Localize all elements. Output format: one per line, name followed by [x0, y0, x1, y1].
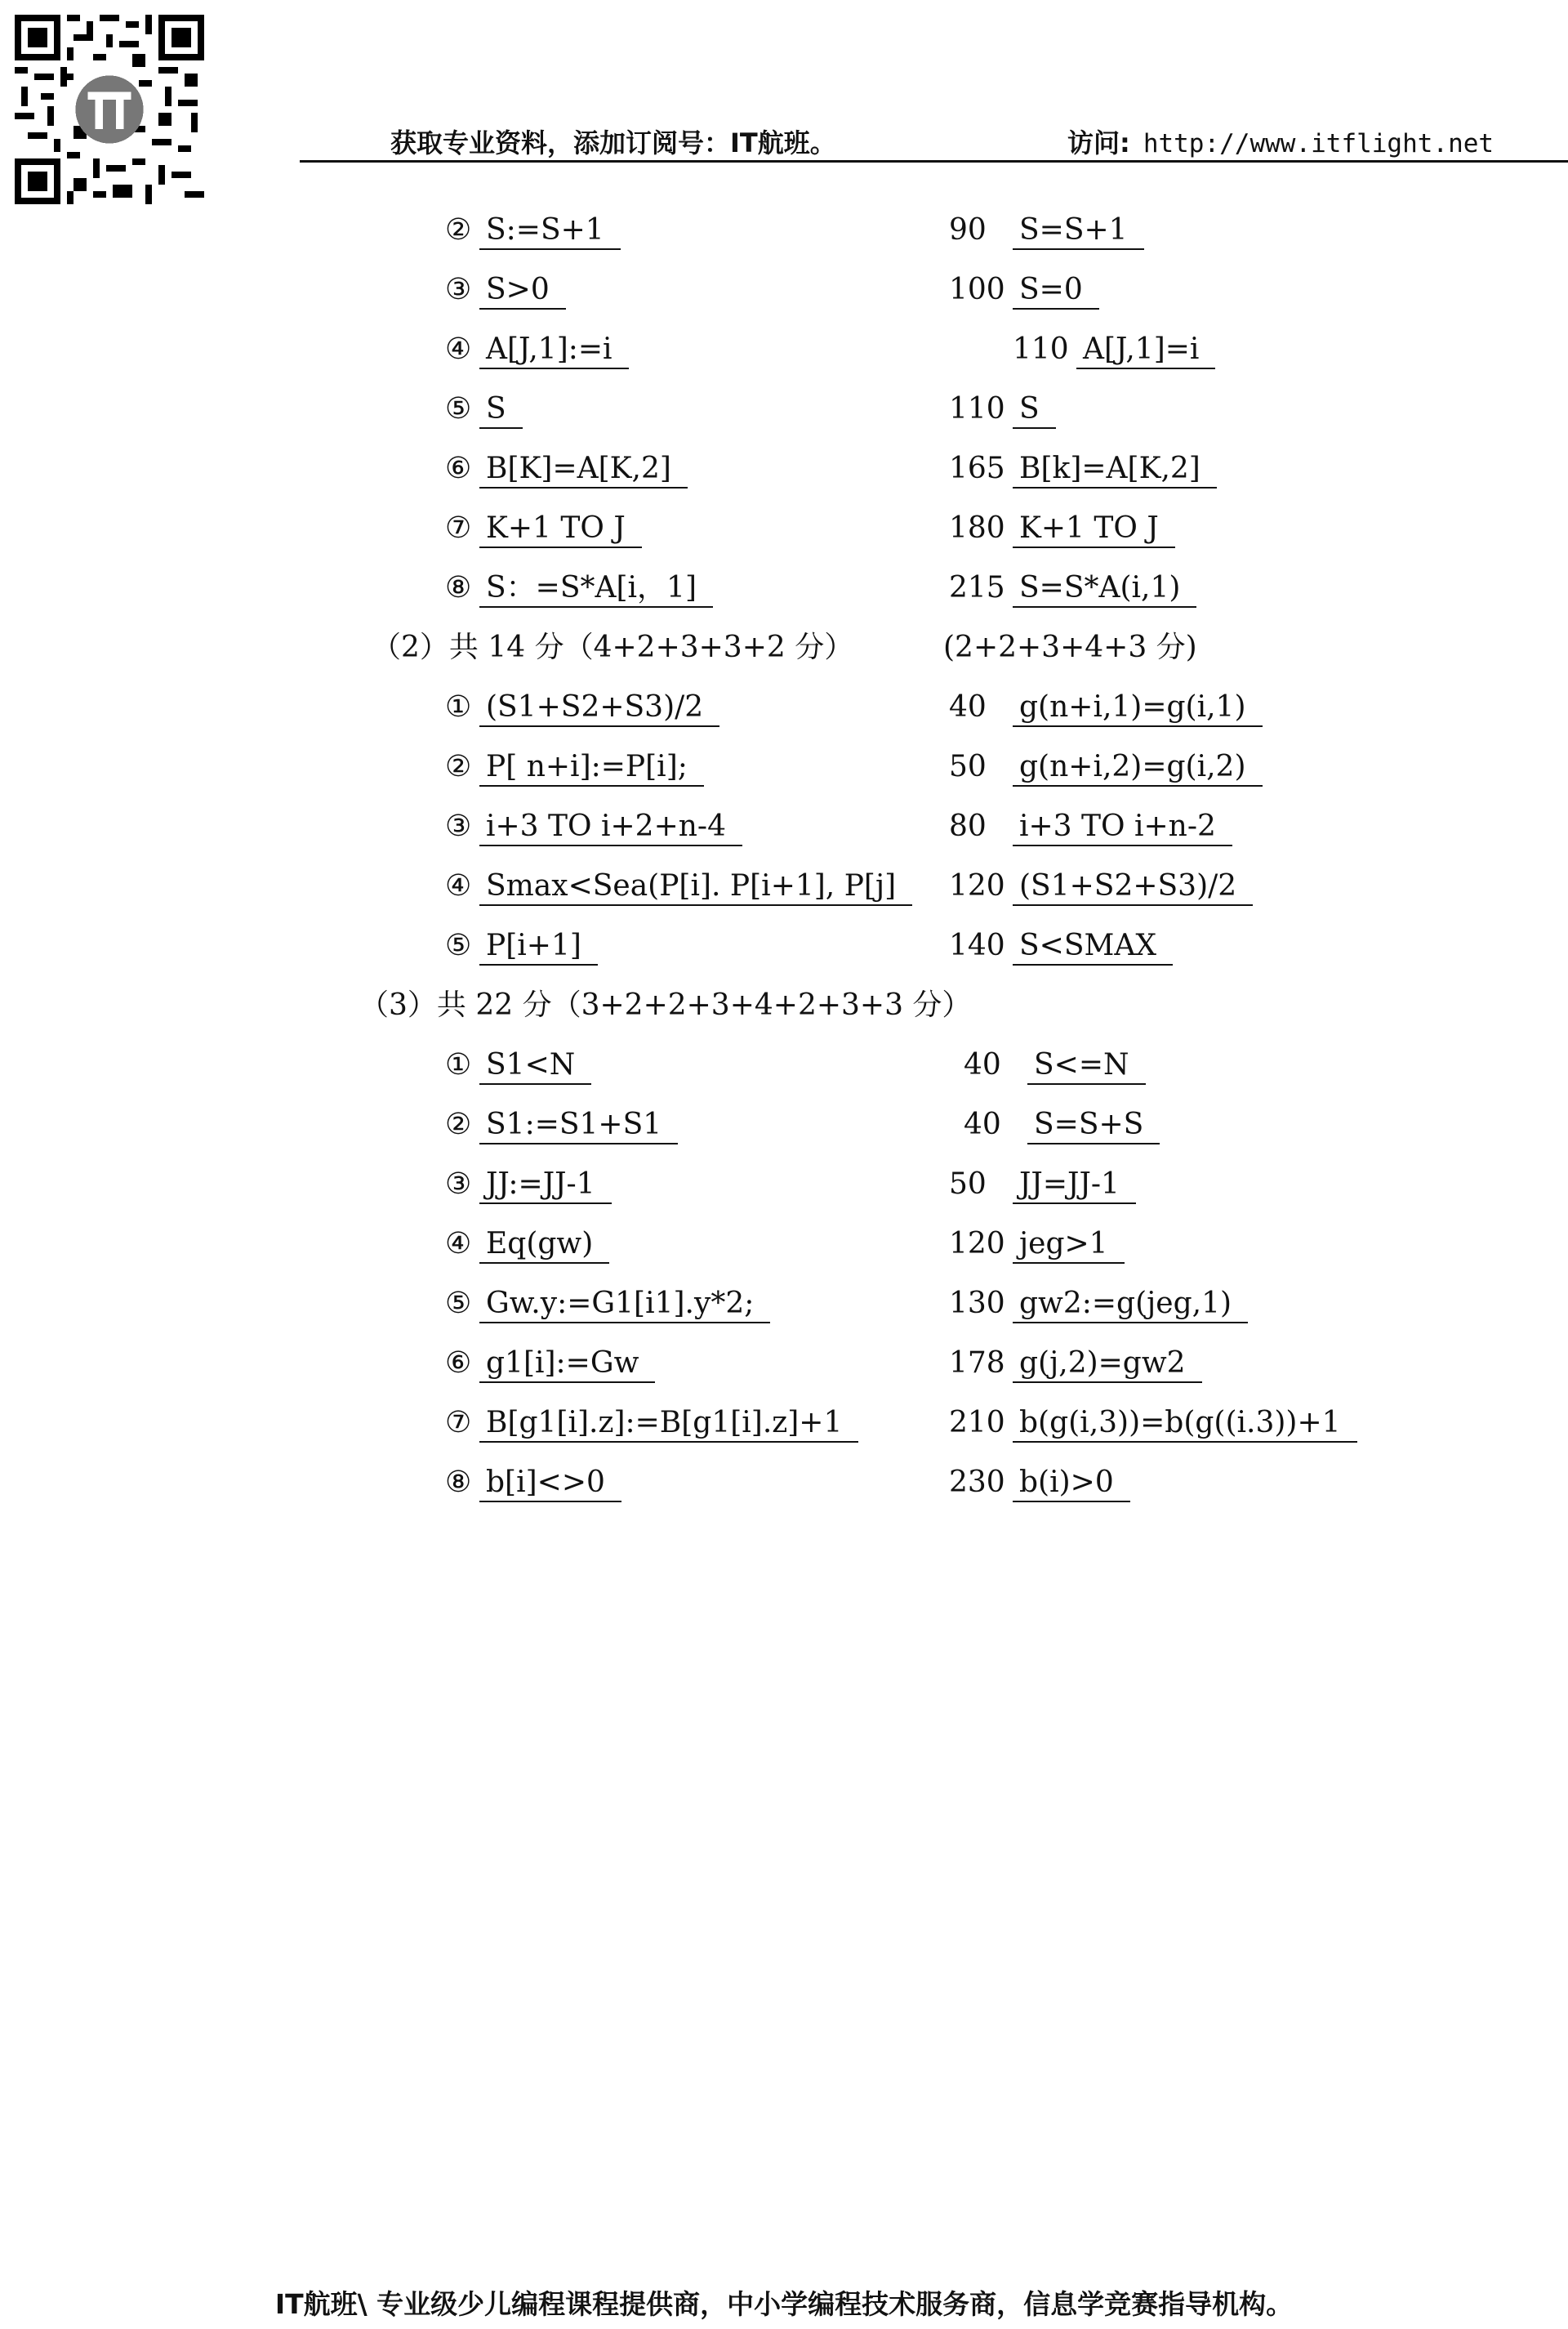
circled-number: ⑤	[445, 1287, 472, 1320]
answer-left	[445, 506, 642, 551]
answer-left	[445, 386, 523, 432]
header-divider	[300, 160, 1568, 163]
answer-value: g(j,2)=gw2	[1013, 1345, 1202, 1383]
line-number: 50	[949, 750, 987, 783]
circled-number: ③	[445, 810, 472, 843]
answer-right	[949, 1221, 1125, 1267]
answer-value: S:=S+1	[479, 212, 621, 250]
answer-left	[445, 1460, 621, 1506]
answer-left	[445, 1221, 609, 1267]
answer-right	[949, 386, 1056, 432]
line-number: 215	[949, 571, 1005, 605]
line-number: 40	[964, 1108, 1001, 1141]
answer-value: JJ:=JJ-1	[479, 1167, 612, 1204]
answer-value: JJ=JJ-1	[1013, 1167, 1136, 1204]
answer-value: (S1+S2+S3)/2	[479, 689, 719, 727]
circled-number: ④	[445, 1227, 472, 1260]
answer-right	[949, 1400, 1357, 1446]
answer-value: K+1 TO J	[1013, 511, 1175, 548]
answer-left	[445, 446, 688, 492]
answer-value: K+1 TO J	[479, 511, 642, 548]
circled-number: ⑧	[445, 1466, 472, 1499]
answer-left	[445, 1162, 612, 1207]
answer-left	[445, 267, 566, 313]
answer-left	[445, 207, 621, 253]
answer-left	[445, 1341, 655, 1386]
answer-value: P[i+1]	[479, 928, 598, 966]
answer-right	[949, 565, 1196, 611]
answer-value: i+3 TO i+n-2	[1013, 809, 1232, 846]
section-heading-2-alt: (2+2+3+4+3 分)	[943, 631, 1197, 664]
circled-number: ⑦	[445, 1406, 472, 1439]
answer-right	[964, 1102, 1160, 1148]
circled-number: ①	[445, 1048, 472, 1082]
answer-left	[445, 863, 912, 909]
answer-value: b[i]<>0	[479, 1465, 621, 1502]
line-number: 230	[949, 1466, 1005, 1499]
answer-value: A[J,1]:=i	[479, 332, 629, 369]
header-visit	[1067, 123, 1494, 160]
line-number: 120	[949, 869, 1005, 903]
answer-value: (S1+S2+S3)/2	[1013, 868, 1253, 906]
answer-right	[1013, 327, 1215, 373]
line-number: 165	[949, 452, 1005, 485]
answer-value: i+3 TO i+2+n-4	[479, 809, 742, 846]
answer-right	[949, 744, 1263, 790]
header-text: 获取专业资料，添加订阅号：IT航班。	[390, 127, 836, 158]
answer-right	[964, 1042, 1146, 1088]
answer-right	[949, 863, 1253, 909]
answer-value: S<SMAX	[1013, 928, 1173, 966]
circled-number: ⑤	[445, 392, 472, 426]
answer-right	[949, 923, 1173, 969]
answer-value: B[k]=A[K,2]	[1013, 451, 1217, 489]
answer-right	[949, 1281, 1248, 1327]
answer-value: g(n+i,1)=g(i,1)	[1013, 689, 1263, 727]
answer-value: S=S+S	[1027, 1107, 1160, 1144]
site-url[interactable]: http://www.itflight.net	[1143, 129, 1494, 158]
circled-number: ⑦	[445, 511, 472, 545]
answer-value: b(i)>0	[1013, 1465, 1130, 1502]
answer-value: P[ n+i]:=P[i];	[479, 749, 704, 787]
answer-value: S	[479, 391, 523, 429]
answer-value: S=0	[1013, 272, 1099, 310]
answer-value: S>0	[479, 272, 566, 310]
circled-number: ⑧	[445, 571, 472, 605]
line-number: 130	[949, 1287, 1005, 1320]
answer-left	[445, 685, 719, 730]
answer-value: S：=S*A[i，1]	[479, 570, 713, 608]
answer-value: S=S*A(i,1)	[1013, 570, 1196, 608]
answer-value: B[K]=A[K,2]	[479, 451, 688, 489]
answer-value: S1<N	[479, 1047, 591, 1085]
answer-value: B[g1[i].z]:=B[g1[i].z]+1	[479, 1405, 858, 1443]
line-number: 140	[949, 929, 1005, 962]
answer-value: g(n+i,2)=g(i,2)	[1013, 749, 1263, 787]
line-number: 90	[949, 213, 987, 247]
circled-number: ②	[445, 213, 472, 247]
answer-value: Gw.y:=G1[i1].y*2;	[479, 1286, 770, 1323]
answer-right	[949, 267, 1099, 313]
answer-value: A[J,1]=i	[1076, 332, 1215, 369]
answer-right	[949, 1162, 1136, 1207]
line-number: 80	[949, 810, 987, 843]
circled-number: ③	[445, 1167, 472, 1201]
visit-label: 访问:	[1067, 127, 1130, 158]
circled-number: ③	[445, 273, 472, 306]
answer-value: S1:=S1+S1	[479, 1107, 678, 1144]
answer-value: Smax<Sea(P[i]. P[i+1], P[j]	[479, 868, 912, 906]
circled-number: ⑥	[445, 452, 472, 485]
line-number: 110	[1013, 332, 1069, 366]
answer-left	[445, 923, 598, 969]
section-heading-2: （2）共 14 分（4+2+3+3+2 分）	[372, 631, 854, 664]
answer-right	[949, 685, 1263, 730]
answer-left	[445, 565, 713, 611]
answer-value: jeg>1	[1013, 1226, 1125, 1264]
answer-value: Eq(gw)	[479, 1226, 609, 1264]
line-number: 50	[949, 1167, 987, 1201]
footer-text: IT航班\ 专业级少儿编程课程提供商，中小学编程技术服务商，信息学竞赛指导机构。	[274, 2288, 1294, 2320]
answer-right	[949, 506, 1175, 551]
answer-right	[949, 207, 1144, 253]
qr-code	[15, 15, 204, 204]
circled-number: ①	[445, 690, 472, 724]
answer-left	[445, 327, 629, 373]
answer-value: S	[1013, 391, 1056, 429]
answer-left	[445, 1400, 858, 1446]
answer-left	[445, 744, 704, 790]
circled-number: ④	[445, 332, 472, 366]
answer-right	[949, 1460, 1130, 1506]
answer-left	[445, 1281, 770, 1327]
line-number: 100	[949, 273, 1005, 306]
answer-left	[445, 804, 742, 850]
answer-right	[949, 446, 1217, 492]
line-number: 120	[949, 1227, 1005, 1260]
section-heading-3: （3）共 22 分（3+2+2+3+4+2+3+3 分）	[359, 988, 972, 1022]
line-number: 110	[949, 392, 1005, 426]
circled-number: ⑥	[445, 1346, 472, 1380]
circled-number: ②	[445, 750, 472, 783]
line-number: 210	[949, 1406, 1005, 1439]
line-number: 178	[949, 1346, 1005, 1380]
answer-left	[445, 1102, 678, 1148]
answer-value: g1[i]:=Gw	[479, 1345, 655, 1383]
line-number: 40	[949, 690, 987, 724]
answer-left	[445, 1042, 591, 1088]
answer-value: b(g(i,3))=b(g((i.3))+1	[1013, 1405, 1357, 1443]
answer-right	[949, 1341, 1202, 1386]
answer-value: S=S+1	[1013, 212, 1144, 250]
answer-value: gw2:=g(jeg,1)	[1013, 1286, 1248, 1323]
circled-number: ④	[445, 869, 472, 903]
circled-number: ⑤	[445, 929, 472, 962]
circled-number: ②	[445, 1108, 472, 1141]
line-number: 180	[949, 511, 1005, 545]
answer-right	[949, 804, 1232, 850]
answer-value: S<=N	[1027, 1047, 1146, 1085]
line-number: 40	[964, 1048, 1001, 1082]
